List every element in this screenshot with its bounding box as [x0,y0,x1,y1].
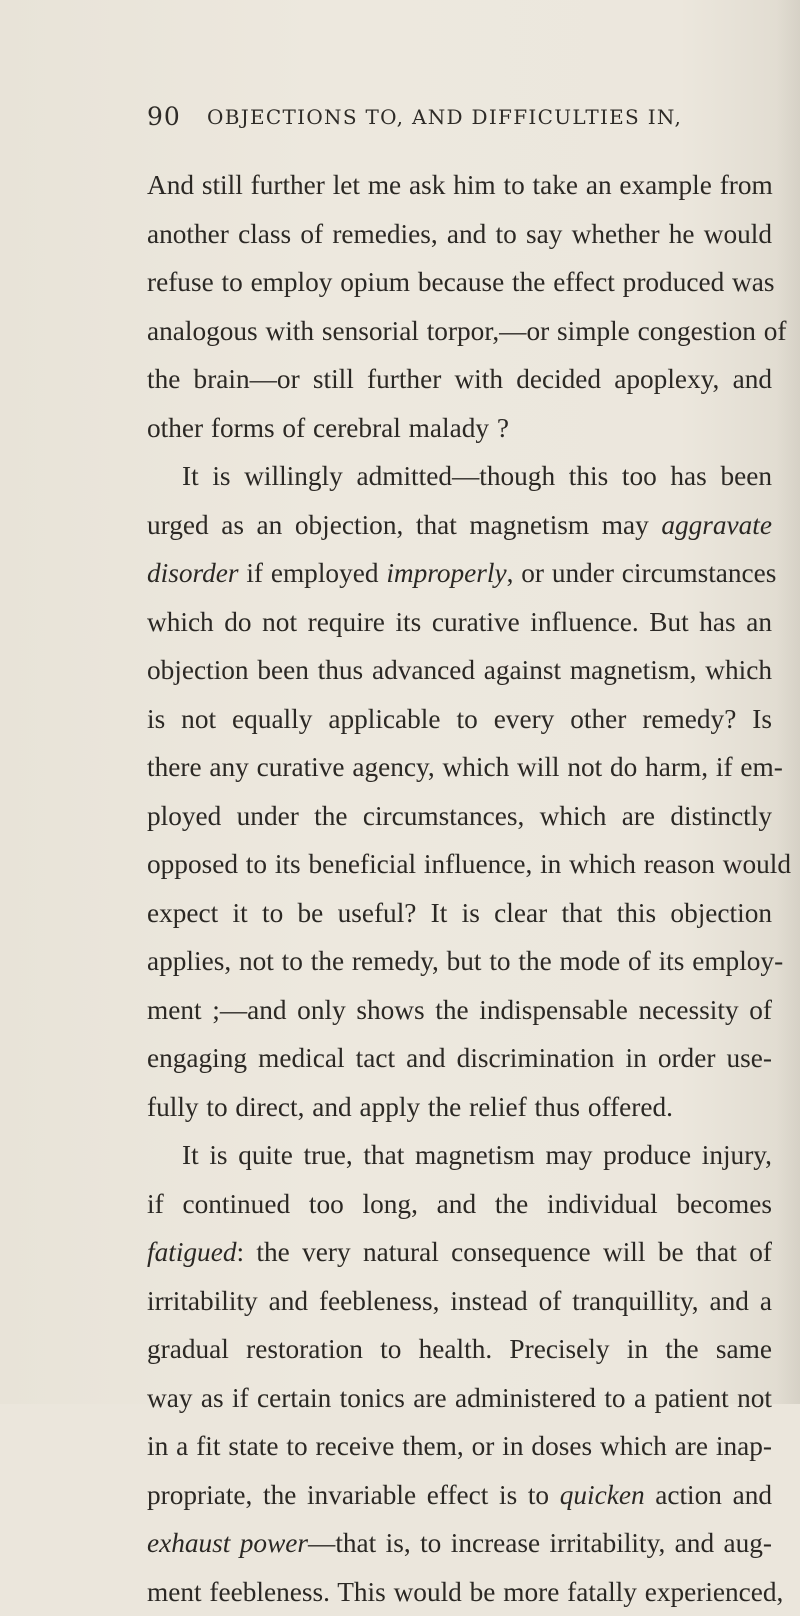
text-line: another class of remedies, and to say whether he would [147,210,772,259]
text-line: It is quite true, that magnetism may produce injury, [147,1131,772,1180]
text-line: ment feebleness. This would be more fatally experienced, [147,1568,772,1616]
text-line: ployed under the circumstances, which are distinctly [147,792,772,841]
text-line: irritability and feebleness, instead of tranquillity, and a [147,1277,772,1326]
text-line: disorder if employed improperly, or under circumstances [147,549,772,598]
text-line: ment ;—and only shows the indispensable necessity of [147,986,772,1035]
text-line: the brain—or still further with decided apoplexy, and [147,355,772,404]
text-line: if continued too long, and the individual becomes [147,1180,772,1229]
emphasis: disorder [147,558,239,588]
text-line: applies, not to the remedy, but to the mode of its employ- [147,937,772,986]
text-line: is not equally applicable to every other remedy? Is [147,695,772,744]
text-line: there any curative agency, which will not do harm, if em- [147,743,772,792]
emphasis: quicken [560,1480,645,1510]
text-line: other forms of cerebral malady ? [147,404,772,453]
text-line: expect it to be useful? It is clear that this objection [147,889,772,938]
emphasis: fatigued [147,1237,236,1267]
body-text [147,161,772,1616]
text-line: way as if certain tonics are administered to a patient not [147,1374,772,1423]
text-line: fatigued: the very natural consequence will be that of [147,1228,772,1277]
text-line: urged as an objection, that magnetism may aggravate [147,501,772,550]
text-line: which do not require its curative influence. But has an [147,598,772,647]
text-line: And still further let me ask him to take an example from [147,161,772,210]
running-head: OBJECTIONS TO, AND DIFFICULTIES IN, [207,105,682,129]
text-line: It is willingly admitted—though this too has been [147,452,772,501]
page-number: 90 [147,102,181,131]
page-header [147,102,747,136]
text-line: gradual restoration to health. Precisely in the same [147,1325,772,1374]
text-line: exhaust power—that is, to increase irritability, and aug- [147,1519,772,1568]
text-line: in a fit state to receive them, or in doses which are inap- [147,1422,772,1471]
text-line: propriate, the invariable effect is to quicken action and [147,1471,772,1520]
emphasis: improperly [386,558,506,588]
text-line: opposed to its beneficial influence, in which reason would [147,840,772,889]
text-line: analogous with sensorial torpor,—or simple congestion of [147,307,772,356]
emphasis: aggravate [661,510,772,540]
text-line: engaging medical tact and discrimination in order use- [147,1034,772,1083]
text-line: refuse to employ opium because the effect produced was [147,258,772,307]
text-line: objection been thus advanced against magnetism, which [147,646,772,695]
emphasis: exhaust power [147,1528,308,1558]
text-line: fully to direct, and apply the relief thus offered. [147,1083,772,1132]
